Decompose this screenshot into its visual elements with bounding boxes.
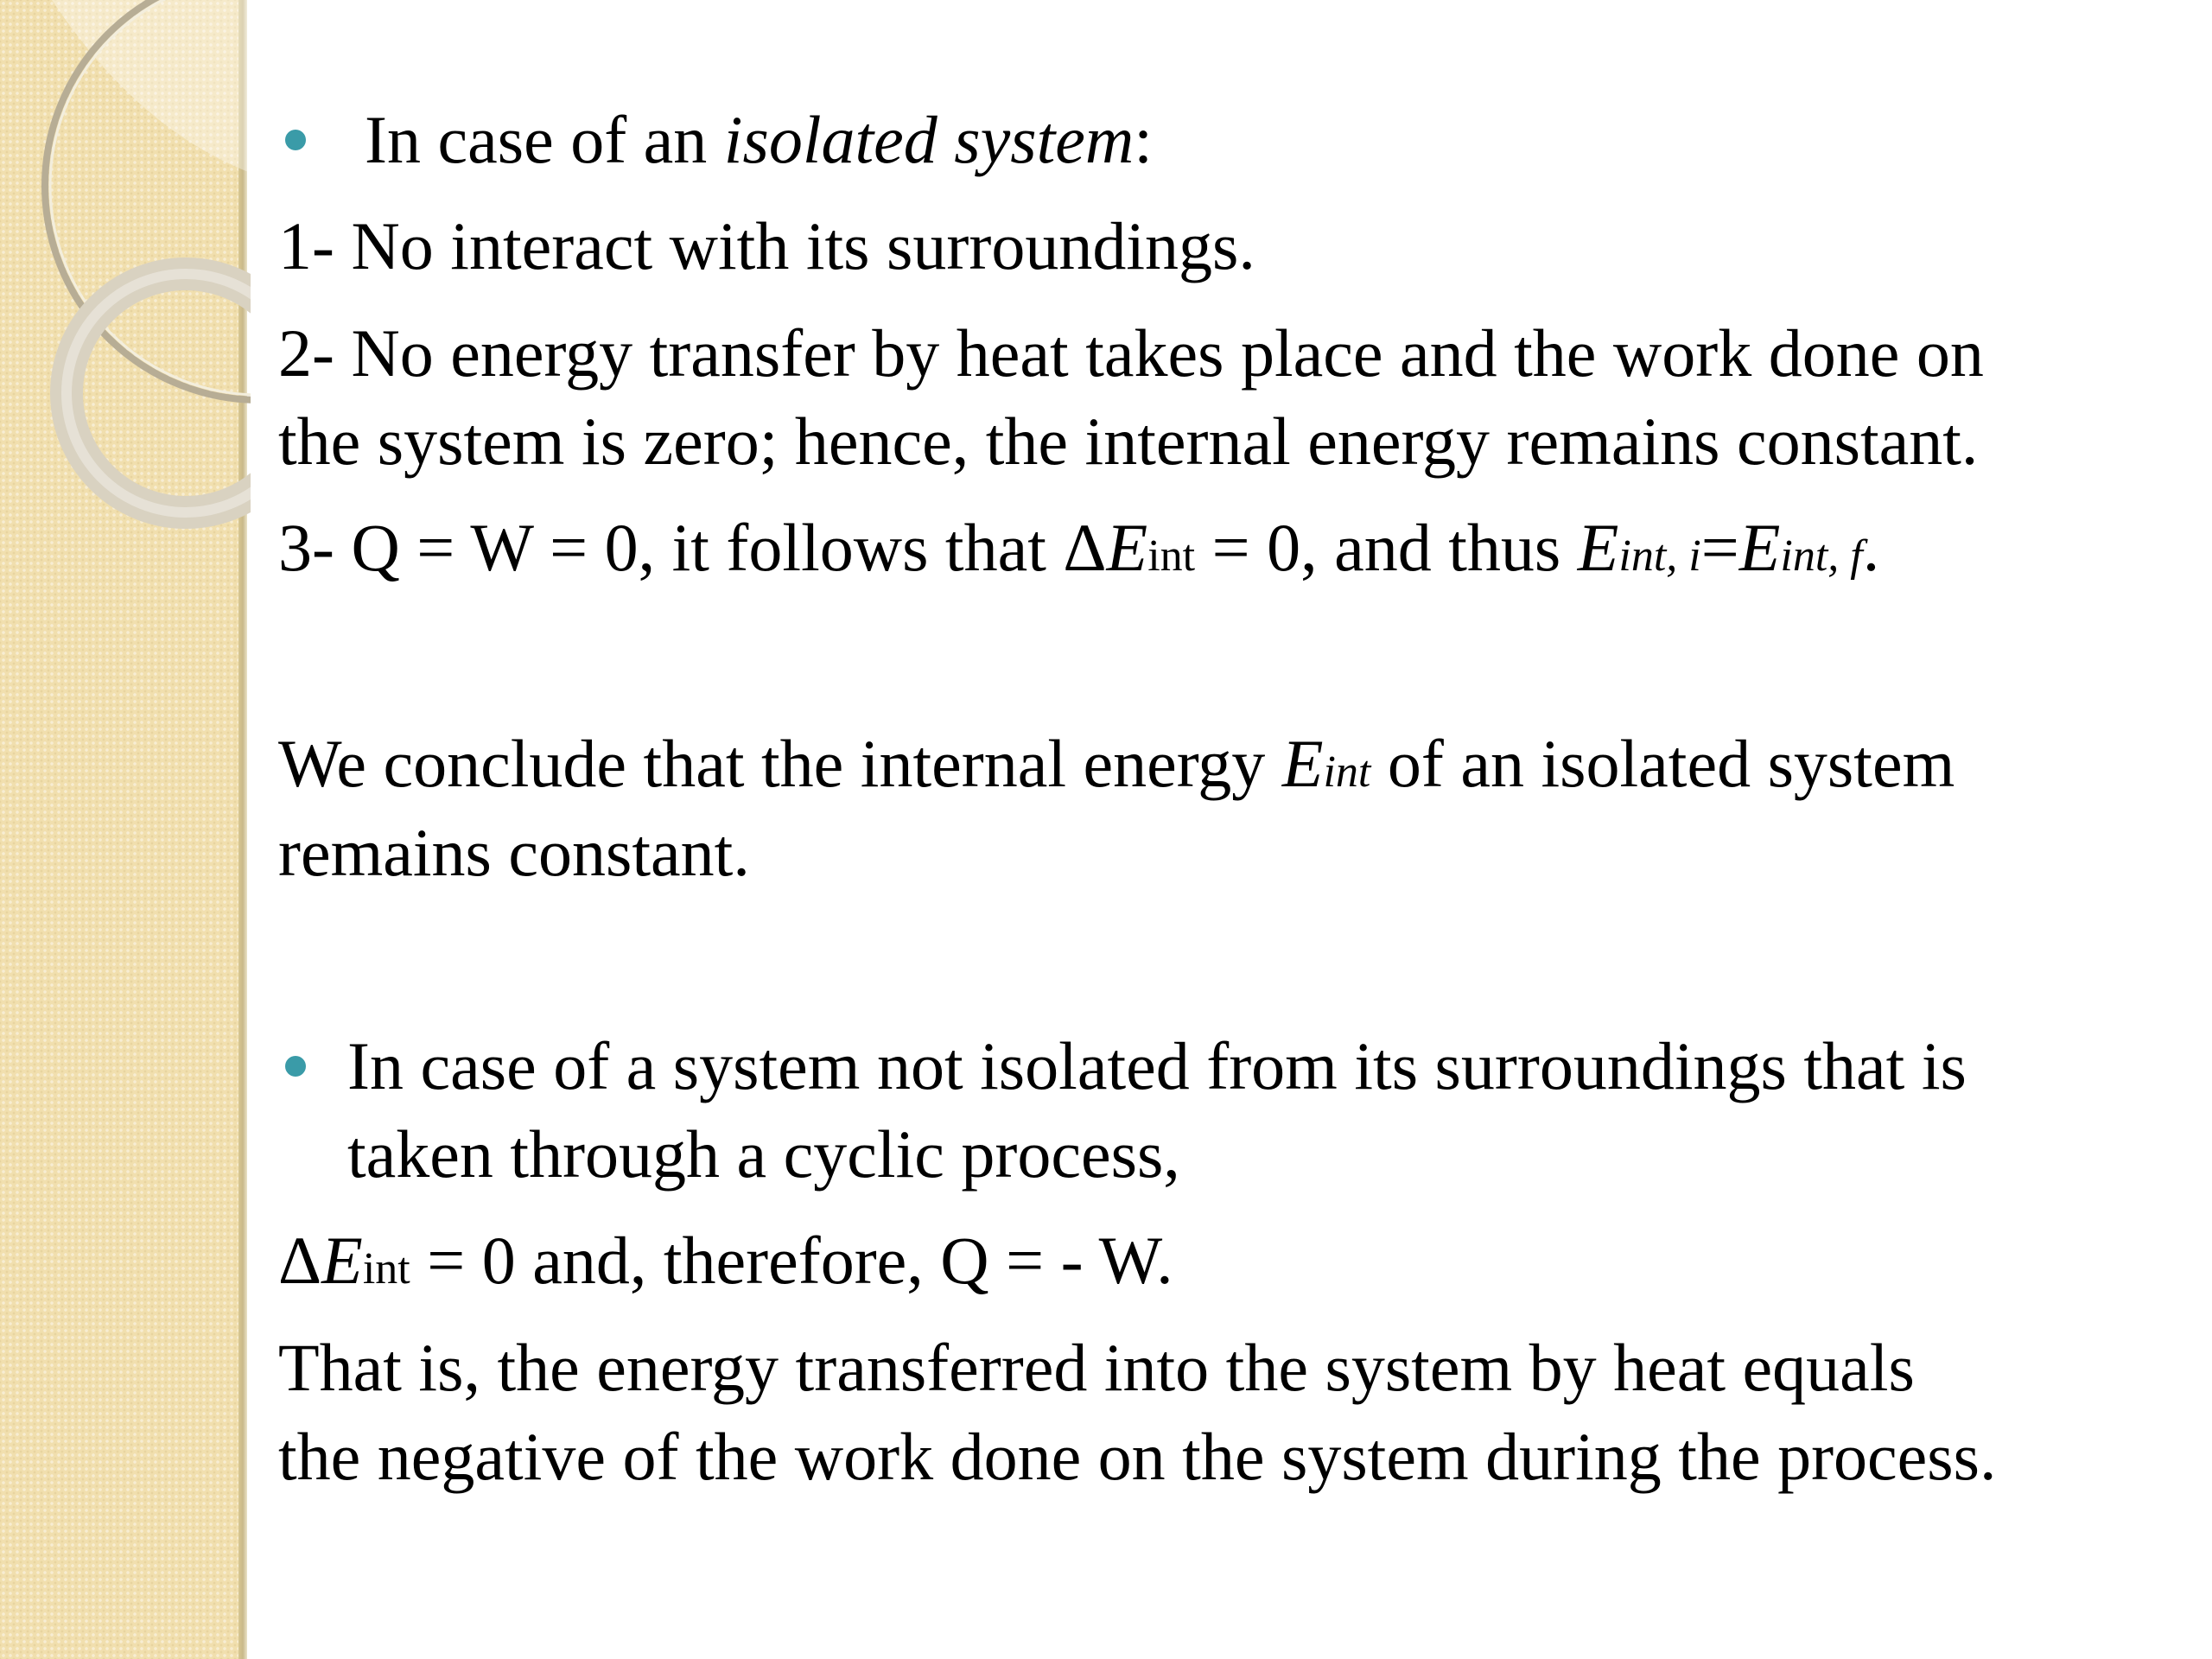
item3-sub1: int bbox=[1147, 531, 1196, 581]
conclusion-line-1 bbox=[278, 719, 1955, 817]
bullet-cyclic-line-1: In case of a system not isolated from its surroundings that is bbox=[347, 1028, 1967, 1103]
item3-sub2: int, i bbox=[1618, 531, 1701, 581]
item-1: 1- No interact with its surroundings. bbox=[278, 208, 1255, 283]
conclusion-line-2: remains constant. bbox=[278, 815, 750, 890]
item3-E2: E bbox=[1577, 510, 1619, 585]
conclusion-sub: int bbox=[1323, 747, 1371, 797]
item-2-line-1: 2- No energy transfer by heat takes place and the work done on bbox=[278, 315, 1984, 391]
cyclic-equation bbox=[278, 1216, 1173, 1314]
bullet-cyclic-line-2: taken through a cyclic process, bbox=[347, 1116, 1180, 1192]
cyclic-delta: Δ bbox=[278, 1223, 322, 1298]
cyclic-rest: = 0 and, therefore, Q = - W. bbox=[410, 1223, 1173, 1298]
conclusion-E: E bbox=[1281, 726, 1324, 801]
bullet-dot bbox=[285, 130, 306, 150]
bullet-isolated-system bbox=[365, 95, 1153, 185]
conclusion-suffix: of an isolated system bbox=[1370, 726, 1955, 801]
item-3 bbox=[278, 503, 1879, 601]
item3-E1: E bbox=[1106, 510, 1148, 585]
bullet1-italic: isolated system bbox=[723, 102, 1135, 177]
item3-E3: E bbox=[1738, 510, 1781, 585]
final-line-1: That is, the energy transferred into the system by heat equals bbox=[278, 1330, 1915, 1405]
conclusion-prefix: We conclude that the internal energy bbox=[278, 726, 1282, 801]
bullet-dot bbox=[285, 1056, 306, 1077]
bullet1-suffix: : bbox=[1134, 102, 1153, 177]
item3-eq: = bbox=[1700, 510, 1739, 585]
cyclic-sub: int bbox=[362, 1244, 410, 1294]
item3-prefix: 3- Q = W = 0, it follows that Δ bbox=[278, 510, 1107, 585]
item3-sub3: int, f bbox=[1780, 531, 1863, 581]
decorative-rings bbox=[0, 0, 251, 553]
ring-highlight bbox=[52, 0, 251, 173]
item-2-line-2: the system is zero; hence, the internal energy remains constant. bbox=[278, 404, 1979, 479]
final-line-2: the negative of the work done on the system during the process. bbox=[278, 1419, 1997, 1494]
item3-mid: = 0, and thus bbox=[1195, 510, 1578, 585]
small-ring-shine bbox=[67, 274, 251, 512]
item3-end: . bbox=[1862, 510, 1880, 585]
bullet1-prefix: In case of an bbox=[365, 102, 724, 177]
cyclic-E: E bbox=[321, 1223, 363, 1298]
slide-content bbox=[278, 0, 2188, 1659]
